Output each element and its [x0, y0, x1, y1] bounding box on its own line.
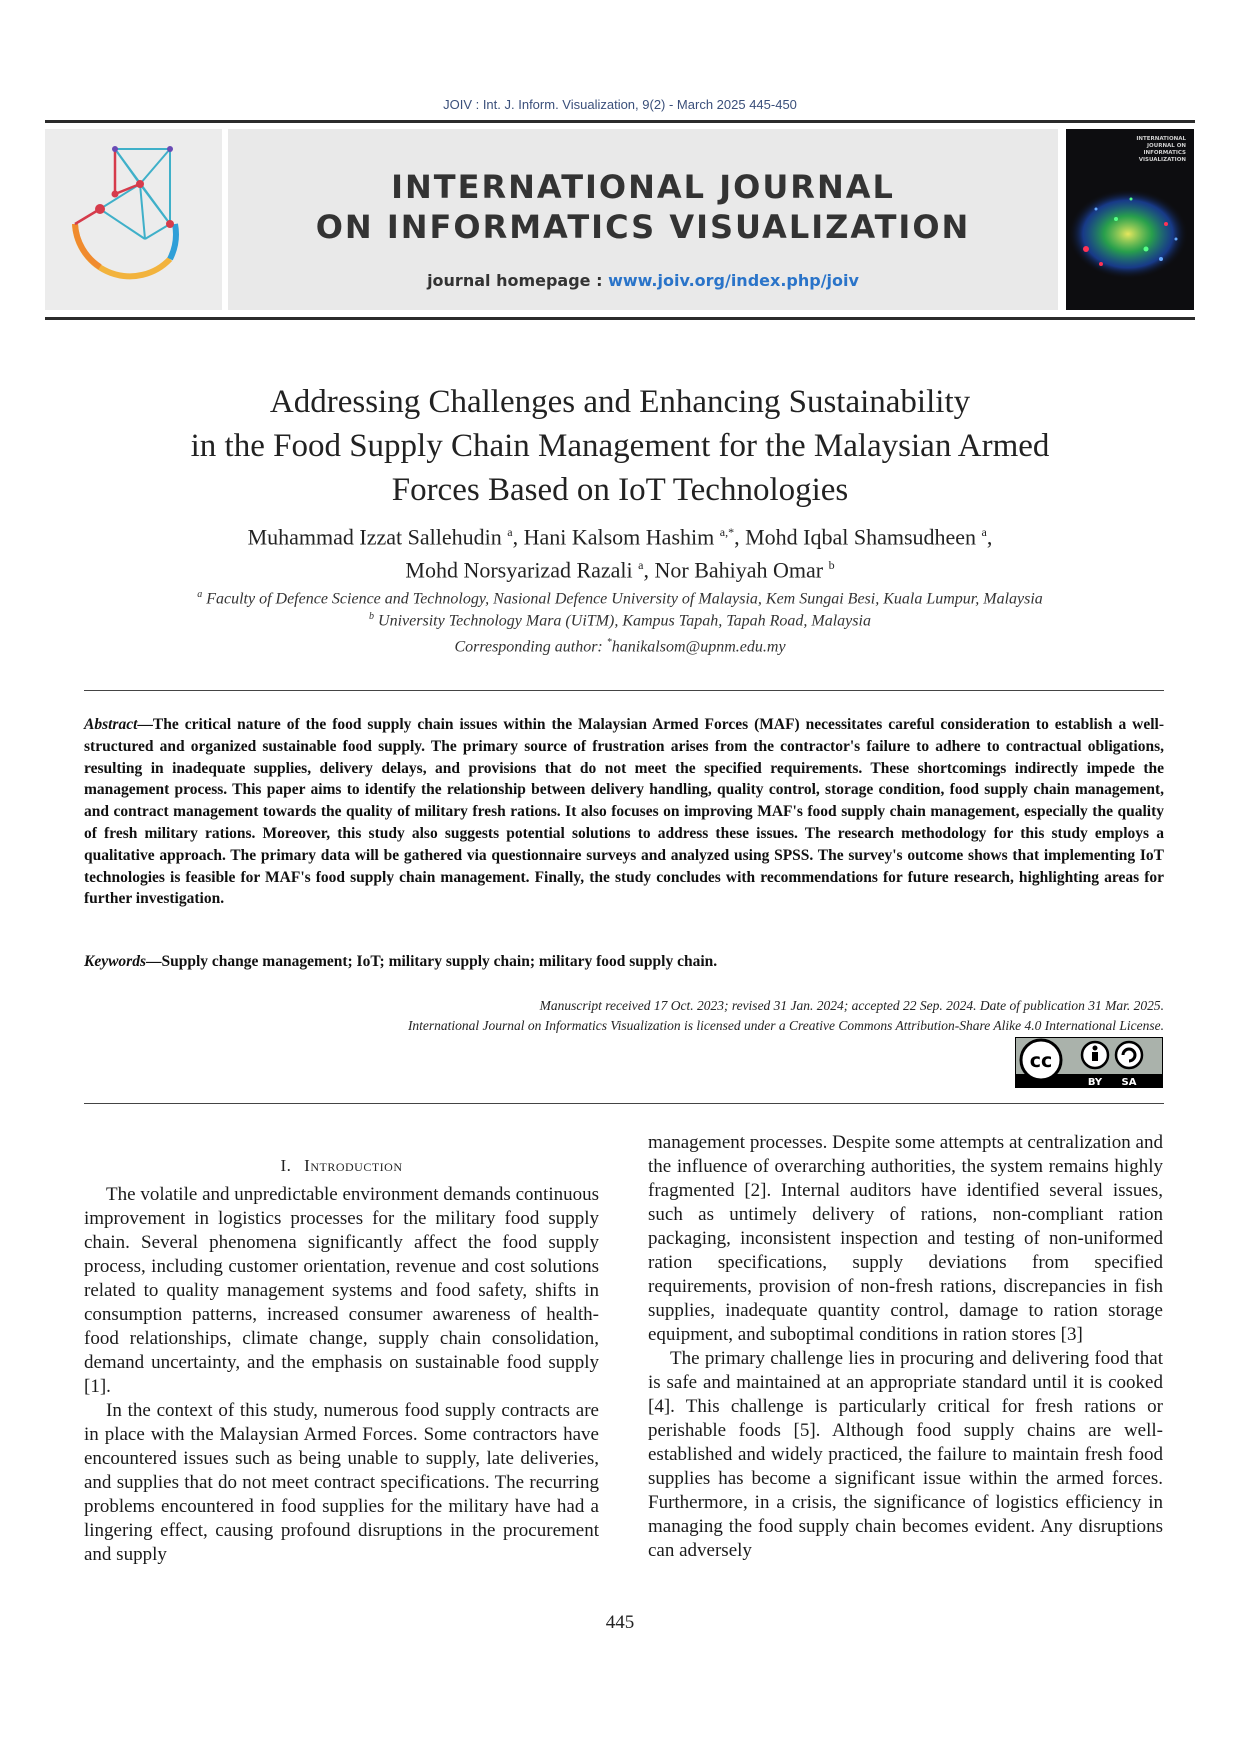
section-heading-introduction [84, 1156, 599, 1176]
author-name: Mohd Norsyarizad Razali [405, 557, 633, 583]
journal-title-line2: ON INFORMATICS VISUALIZATION [315, 208, 971, 246]
author-affil-mark: a [507, 525, 513, 539]
author-separator: , [986, 524, 993, 550]
body-column-left [84, 1183, 599, 1567]
paper-title-line2: in the Food Supply Chain Management for the Malaysian Armed [190, 428, 1050, 464]
journal-cover-image [1066, 129, 1194, 310]
body-column-right [648, 1131, 1163, 1563]
affiliation-text: Faculty of Defence Science and Technology, Nasional Defence University of Malaysia, Kem Sungai Besi, Kuala Lumpur, Malaysia [206, 590, 1043, 608]
homepage-label: journal homepage : [427, 271, 603, 290]
cover-title: INTERNATIONAL JOURNAL ON INFORMATICS VISUALIZATION [1136, 136, 1186, 163]
corresponding-label: Corresponding author: [454, 638, 607, 656]
running-head: JOIV : Int. J. Inform. Visualization, 9(2) - March 2025 445-450 [443, 97, 797, 112]
paper-title [80, 380, 1160, 512]
paragraph: management processes. Despite some attempts at centralization and the influence of overarching authorities, the system remains highly fragmented [2]. Internal auditors have identified several issues, such as untimely delivery of rations, non-compliant ration packaging, inconsistent inspection and testing of non-uniformed ration specifications, supply deviations from specified requirements, provision of non-fresh rations, discrepancies in fish supplies, inadequate quantity control, damage to ration storage equipment, and suboptimal conditions in ration stores [3] [648, 1132, 1163, 1345]
author-list [80, 518, 1160, 585]
cc-icon: cc [1029, 1050, 1053, 1072]
journal-title-line1: INTERNATIONAL JOURNAL [391, 168, 895, 206]
abstract-label: Abstract [84, 716, 138, 733]
author-name: Muhammad Izzat Sallehudin [247, 524, 502, 550]
affiliation-a [80, 589, 1160, 608]
cc-by-sa-badge[interactable] [1015, 1037, 1163, 1088]
banner-bottom-rule [45, 317, 1195, 320]
manuscript-dates: Manuscript received 17 Oct. 2023; revised 31 Jan. 2024; accepted 22 Sep. 2024. Date of publication 31 Mar. 2025. [539, 998, 1164, 1013]
section-number: I. [280, 1156, 292, 1175]
abstract-dash: — [137, 716, 153, 733]
affiliation-mark: a [197, 589, 203, 600]
journal-homepage [228, 271, 1058, 290]
authors-line1 [80, 518, 1160, 551]
journal-logo [45, 129, 222, 310]
corresponding-author [80, 637, 1160, 656]
author-affil-mark: a [981, 525, 987, 539]
affiliation-b [80, 611, 1160, 630]
paragraph: The primary challenge lies in procuring and delivering food that is safe and maintained at an appropriate standard until it is cooked [4]. This challenge is particularly critical for fresh rations or perishable foods [5]. Although food supply chains are well-established and widely practiced, the failure to maintain fresh food supplies has become a significant issue within the armed forces. Furthermore, in a crisis, the significance of logistics efficiency in managing the food supply chain becomes evident. Any disruptions can adversely [648, 1348, 1163, 1561]
keywords-label: Keywords [84, 953, 146, 970]
section-title: Introduction [304, 1156, 403, 1175]
author-affil-mark: b [828, 558, 835, 573]
authors-line2 [80, 551, 1160, 584]
keywords [84, 953, 1164, 971]
corresponding-email[interactable]: hanikalsom@upnm.edu.my [611, 638, 786, 656]
author-affil-mark: a [638, 558, 644, 573]
keywords-dash: — [146, 953, 162, 970]
paper-title-line3: Forces Based on IoT Technologies [391, 472, 849, 508]
sa-label: SA [1121, 1077, 1137, 1088]
affiliation-mark: b [369, 611, 375, 622]
manuscript-info [84, 996, 1164, 1036]
by-label: BY [1087, 1077, 1103, 1088]
paragraph: The volatile and unpredictable environment demands continuous improvement in logistics processes for the military food supply chain. Several phenomena significantly affect the food supply process, including customer orientation, revenue and cost solutions related to quality management systems and food safety, shifts in consumption patterns, increased consumer awareness of health-food relationships, climate change, supply chain consolidation, demand uncertainty, and the emphasis on sustainable food supply [1]. [84, 1184, 599, 1397]
author-name: , Mohd Iqbal Shamsudheen [734, 524, 977, 550]
keywords-text: Supply change management; IoT; military supply chain; military food supply chain. [161, 953, 718, 970]
license-statement: International Journal on Informatics Visualization is licensed under a Creative Commons Attribution-Share Alike 4.0 International License. [407, 1018, 1164, 1033]
corresponding-mark: * [606, 637, 612, 648]
paragraph: In the context of this study, numerous food supply contracts are in place with the Malaysian Armed Forces. Some contractors have encountered issues such as being unable to supply, late deliveries, and supplies that do not meet contract specifications. The recurring problems encountered in food supplies for the military have had a lingering effect, causing profound disruptions in the procurement and supply [84, 1400, 599, 1565]
author-affil-mark: a,* [719, 525, 735, 539]
person-icon [1093, 1046, 1098, 1051]
page-number: 445 [605, 1612, 635, 1633]
body-top-rule [84, 1103, 1164, 1104]
paper-title-line1: Addressing Challenges and Enhancing Sustainability [269, 384, 971, 420]
top-rule [45, 120, 1195, 123]
abstract [84, 714, 1164, 910]
abstract-top-rule [84, 690, 1164, 691]
journal-banner [228, 129, 1058, 310]
author-name: , Nor Bahiyah Omar [643, 557, 824, 583]
author-name: , Hani Kalsom Hashim [512, 524, 715, 550]
abstract-text: The critical nature of the food supply chain issues within the Malaysian Armed Forces (MAF) necessitates careful consideration to establish a well-structured and organized sustainable food supply. The primary source of frustration arises from the contractor's failure to adhere to contractual obligations, resulting in inadequate supplies, delivery delays, and provisions that do not meet the specified requirements. These shortcomings indirectly impede the management process. This paper aims to identify the relationship between delivery handling, quality control, storage condition, food supply chain management, and contract management towards the quality of military fresh rations. It also focuses on improving MAF's food supply chain management, especially the quality of fresh military rations. Moreover, this study also suggests potential solutions to address these issues. The research methodology for this study employs a qualitative approach. The primary data will be gathered via questionnaire surveys and analyzed using SPSS. The survey's outcome shows that implementing IoT technologies is feasible for MAF's food supply chain management. Finally, the study concludes with recommendations for future research, highlighting areas for further investigation. [84, 716, 1164, 908]
affiliation-text: University Technology Mara (UiTM), Kampus Tapah, Tapah Road, Malaysia [378, 612, 871, 630]
homepage-link[interactable]: www.joiv.org/index.php/joiv [608, 271, 859, 290]
journal-title [228, 167, 1058, 247]
